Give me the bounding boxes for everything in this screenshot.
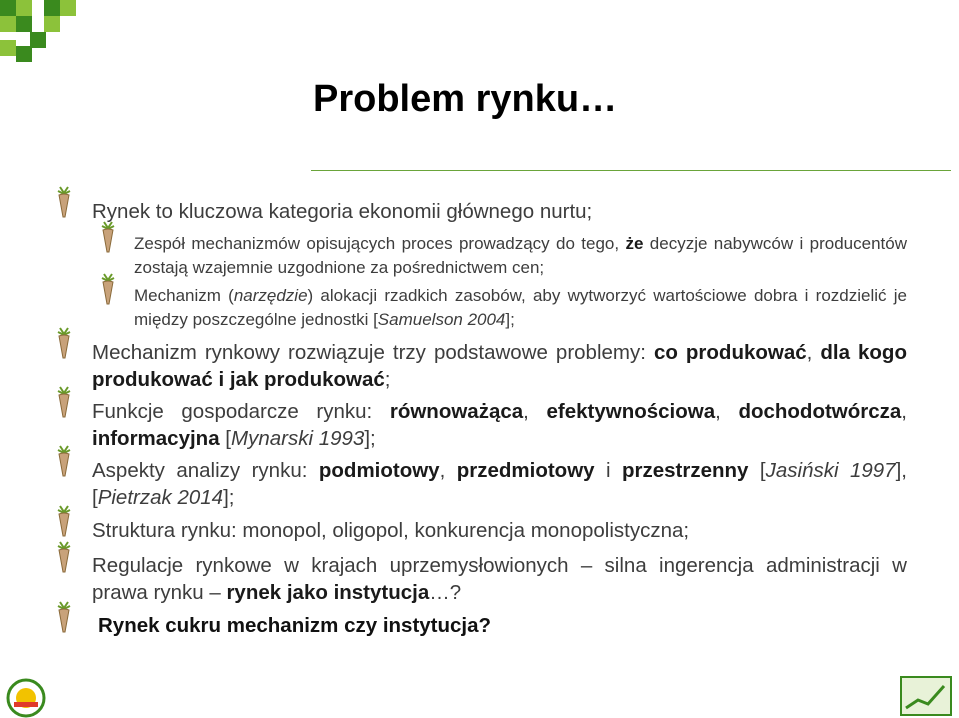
- carrot-bullet-icon: [54, 600, 74, 634]
- sub-bullet-text: [134, 232, 907, 280]
- text-run: Zespół mechanizmów opisujących proces prowadzący do tego,: [134, 234, 626, 253]
- text-run: Funkcje gospodarcze rynku:: [92, 400, 390, 423]
- text-run: ], [: [92, 459, 907, 509]
- bold-phrase: co produkować: [653, 341, 807, 364]
- text-run: ];: [505, 310, 515, 329]
- text-run: [: [748, 459, 766, 482]
- bold-phrase: przestrzenny: [622, 459, 749, 482]
- bullet-text: [92, 398, 907, 452]
- carrot-bullet-icon: [54, 185, 74, 219]
- closing-question: Rynek cukru mechanizm czy instytucja?: [98, 614, 492, 637]
- text-run: ;: [384, 368, 391, 391]
- bold-phrase: równoważąca: [389, 400, 524, 423]
- title-divider: [311, 170, 951, 171]
- bold-phrase: dla kogo produkować: [92, 341, 907, 391]
- bold-phrase: przedmiotowy: [456, 459, 595, 482]
- text-run: [: [219, 427, 232, 450]
- bold-phrase: dochodotwórcza: [738, 400, 902, 423]
- text-run: Struktura rynku: monopol, oligopol, konkurencja monopolistyczna;: [92, 519, 690, 542]
- citation-text: Pietrzak 2014: [97, 486, 224, 509]
- bold-phrase: podmiotowy: [318, 459, 440, 482]
- bold-phrase: informacyjna: [92, 427, 220, 450]
- citation-text: Samuelson 2004: [377, 310, 506, 329]
- text-run: ];: [223, 486, 235, 509]
- text-run: Mechanizm rynkowy rozwiązuje trzy podstawowe problemy:: [92, 341, 654, 364]
- text-run: ) alokacji rzadkich zasobów, aby wytworzyć wartościowe dobra i rozdzielić je między poszczególne jednostki [: [134, 286, 907, 329]
- carrot-bullet-icon: [54, 385, 74, 419]
- bold-phrase: efektywnościowa: [546, 400, 716, 423]
- bullet-text: [92, 339, 907, 393]
- text-run: Regulacje rynkowe w krajach uprzemysłowionych – silna ingerencja administracji w prawa rynku –: [92, 554, 907, 604]
- text-run: decyzje nabywców i producentów zostają wzajemnie uzgodnione za pośrednictwem cen;: [134, 234, 907, 277]
- bullet-text: [92, 198, 907, 225]
- bullet-text: [92, 517, 907, 544]
- text-run: Rynek to kluczowa kategoria ekonomii głównego nurtu;: [92, 200, 593, 223]
- sub-bullet-text: [134, 284, 907, 332]
- text-run: Aspekty analizy rynku:: [92, 459, 319, 482]
- citation-text: Mynarski 1993: [231, 427, 365, 450]
- text-run: ,: [439, 459, 457, 482]
- carrot-bullet-icon: [98, 220, 118, 254]
- carrot-bullet-icon: [54, 444, 74, 478]
- chart-logo-icon: [900, 676, 952, 716]
- text-run: ];: [364, 427, 376, 450]
- text-run: Mechanizm (: [134, 286, 234, 305]
- bullet-text: [92, 457, 907, 511]
- text-run: ,: [806, 341, 821, 364]
- citation-text: narzędzie: [233, 286, 308, 305]
- carrot-bullet-icon: [54, 326, 74, 360]
- slide-title: Problem rynku…: [313, 78, 618, 120]
- bold-phrase: że: [625, 234, 644, 253]
- text-run: i: [594, 459, 622, 482]
- carrot-bullet-icon: [54, 504, 74, 538]
- citation-text: Jasiński 1997: [765, 459, 896, 482]
- bold-phrase: i jak produkować: [218, 368, 385, 391]
- text-run: ,: [523, 400, 547, 423]
- bullet-text: [92, 552, 907, 606]
- carrot-bullet-icon: [54, 540, 74, 574]
- carrot-bullet-icon: [98, 272, 118, 306]
- bold-phrase: rynek jako instytucja: [226, 581, 430, 604]
- text-run: ,: [901, 400, 907, 423]
- text-run: …?: [429, 581, 462, 604]
- text-run: ,: [715, 400, 739, 423]
